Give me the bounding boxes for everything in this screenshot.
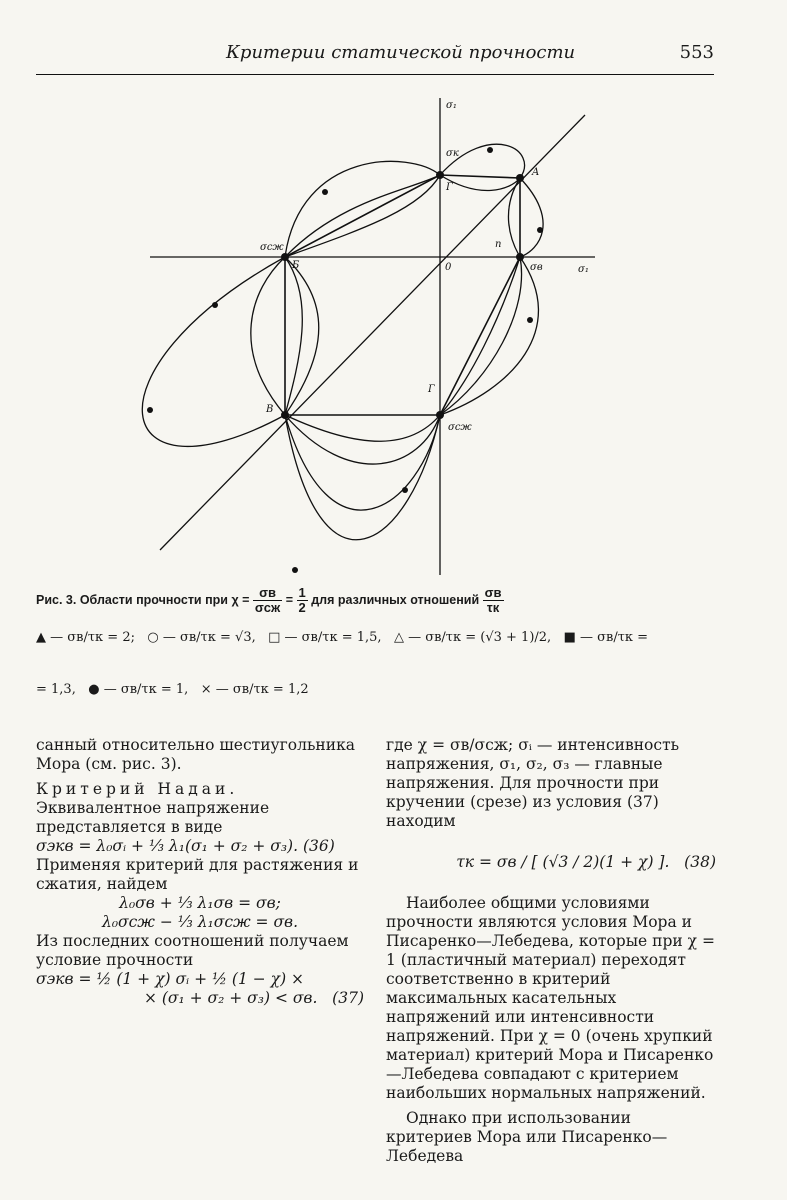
label-sigma-szh: σсж [260, 242, 284, 253]
label-B: Б [292, 260, 300, 271]
running-header [36, 36, 714, 75]
legend-row-2: = 1,3, ● — σв/τк = 1, × — σв/τк = 1,2 [36, 682, 309, 697]
label-G: Г [446, 182, 453, 193]
right-column: где χ = σв/σсж; σᵢ — интенсивность напряжения, σ₁, σ₂, σ₃ — главные напряжения. Для прочности при кручении (срезе) из условия (37) находим τк = σв / [ (√3 / 2)(1 + χ) ]. (38) Наиболее общими условиями прочности являются условия Мора и Писаренко—Лебедева, которые при χ = 1 (пластичный материал) переходят соответственно в критерий максимальных касательных напряжений или интенсивности напряжений. При χ = 0 (очень хрупкий материал) критерий Мора и Писаренко—Лебедева совпадают с критерием наибольших нормальных напряжений. Однако при использовании критериев Мора или Писаренко—Лебедева [386, 736, 716, 1165]
legend-row-1: ▲ — σв/τк = 2; ○ — σв/τк = √3, □ — σв/τк = 1,5, △ — σв/τк = (√3 + 1)/2, ■ — σв/τк = [36, 630, 649, 645]
page-number: 553 [679, 42, 714, 63]
circle-filled-icon: ● [88, 682, 100, 697]
hexagon-outline [285, 175, 520, 415]
strength-regions-figure [90, 90, 610, 580]
label-V: В [266, 404, 274, 415]
left-column: санный относительно шестиугольника Мора (см. рис. 3). Критерий Надаи. Эквивалентное напряжение представляется в виде σэкв = λ₀σᵢ + ⅓ λ₁(σ₁ + σ₂ + σ₃). (36) Применяя критерий для растяжения и сжатия, найдем λ₀σв + ⅓ λ₁σв = σв; λ₀σсж − ⅓ λ₁σсж = σв. Из последних соотношений получаем условие прочности σэкв = ½ (1 + χ) σᵢ + ½ (1 − χ) × × (σ₁ + σ₂ + σ₃) < σв. (37) [36, 736, 364, 1007]
label-sigma-k: σк [446, 148, 459, 159]
figure-caption: Рис. 3. Области прочности при χ = $\frac{\sigma в}{\text{σсж}}$ = $\frac{1}{2}$ для различных отношений $\frac{\sigma в}{\tau к}$ [36, 585, 502, 615]
label-Gamma: Г [428, 384, 435, 395]
label-sigma-szh-bottom: σсж [448, 422, 472, 433]
square-filled-icon: ■ [563, 630, 576, 645]
lobe-left [142, 257, 285, 446]
label-n: n [495, 239, 502, 250]
paragraph: санный относительно шестиугольника Мора (см. рис. 3). [36, 736, 355, 773]
criterion-heading: Критерий Надаи. [36, 780, 239, 798]
lobe-top-left [285, 161, 440, 257]
label-A: A [532, 167, 540, 178]
running-title: Критерии статической прочности [226, 42, 576, 63]
y-axis-label: σ₁ [446, 100, 457, 111]
origin-label: 0 [445, 262, 452, 273]
lobe-right [520, 178, 543, 257]
cross-icon: × [200, 682, 212, 697]
triangle-open-icon: △ [393, 630, 404, 645]
triangle-filled-icon: ▲ [36, 630, 46, 645]
circle-open-icon: ○ [147, 630, 159, 645]
square-open-icon: □ [268, 630, 281, 645]
equation-36: σэкв = λ₀σᵢ + ⅓ λ₁(σ₁ + σ₂ + σ₃). (36) [36, 837, 335, 855]
x-axis-label: σ₁ [578, 264, 589, 275]
label-sigma-v: σв [530, 262, 543, 273]
